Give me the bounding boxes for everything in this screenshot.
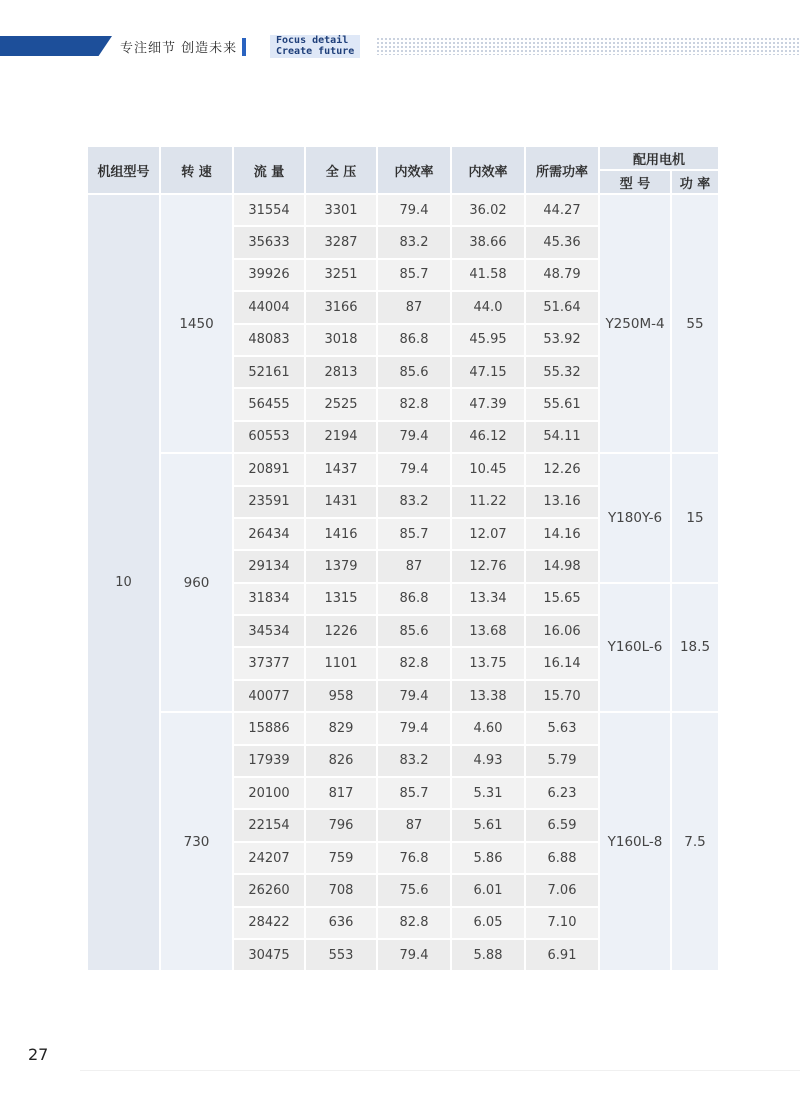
pressure-cell: 759 xyxy=(306,843,376,875)
required-power-cell: 51.64 xyxy=(526,292,598,324)
pressure-cell: 826 xyxy=(306,746,376,778)
efficiency-1-cell: 86.8 xyxy=(378,584,450,616)
efficiency-2-cell: 41.58 xyxy=(452,260,524,292)
required-power-cell: 44.27 xyxy=(526,195,598,227)
header-accent-bar xyxy=(0,36,112,56)
required-power-cell: 5.63 xyxy=(526,713,598,745)
flow-cell: 28422 xyxy=(234,908,304,940)
efficiency-1-cell: 79.4 xyxy=(378,195,450,227)
pressure-cell: 3301 xyxy=(306,195,376,227)
flow-cell: 56455 xyxy=(234,389,304,421)
efficiency-1-cell: 85.7 xyxy=(378,260,450,292)
efficiency-2-cell: 4.60 xyxy=(452,713,524,745)
required-power-cell: 53.92 xyxy=(526,325,598,357)
efficiency-2-cell: 13.68 xyxy=(452,616,524,648)
required-power-cell: 12.26 xyxy=(526,454,598,486)
efficiency-1-cell: 83.2 xyxy=(378,487,450,519)
efficiency-2-cell: 47.39 xyxy=(452,389,524,421)
efficiency-1-cell: 85.6 xyxy=(378,616,450,648)
efficiency-2-cell: 47.15 xyxy=(452,357,524,389)
efficiency-1-cell: 75.6 xyxy=(378,875,450,907)
header-motor-type: 型 号 xyxy=(600,171,670,195)
pressure-cell: 2525 xyxy=(306,389,376,421)
efficiency-1-cell: 86.8 xyxy=(378,325,450,357)
efficiency-2-cell: 44.0 xyxy=(452,292,524,324)
efficiency-2-cell: 5.61 xyxy=(452,810,524,842)
flow-cell: 39926 xyxy=(234,260,304,292)
flow-cell: 26434 xyxy=(234,519,304,551)
page-header xyxy=(0,0,800,60)
efficiency-1-cell: 76.8 xyxy=(378,843,450,875)
spec-table-body xyxy=(88,195,718,972)
required-power-cell: 5.79 xyxy=(526,746,598,778)
flow-cell: 35633 xyxy=(234,227,304,259)
required-power-cell: 14.16 xyxy=(526,519,598,551)
pressure-cell: 829 xyxy=(306,713,376,745)
required-power-cell: 16.14 xyxy=(526,648,598,680)
fan-spec-table xyxy=(86,147,720,972)
motor-type-cell: Y180Y-6 xyxy=(600,454,670,584)
required-power-cell: 6.59 xyxy=(526,810,598,842)
flow-cell: 20891 xyxy=(234,454,304,486)
flow-cell: 29134 xyxy=(234,551,304,583)
pressure-cell: 3018 xyxy=(306,325,376,357)
pressure-cell: 1416 xyxy=(306,519,376,551)
header-pressure: 全 压 xyxy=(306,147,376,195)
header-motor: 配用电机 xyxy=(600,147,718,171)
pressure-cell: 3251 xyxy=(306,260,376,292)
efficiency-2-cell: 13.34 xyxy=(452,584,524,616)
efficiency-1-cell: 85.6 xyxy=(378,357,450,389)
efficiency-2-cell: 45.95 xyxy=(452,325,524,357)
pressure-cell: 1226 xyxy=(306,616,376,648)
table-row xyxy=(88,713,718,745)
required-power-cell: 45.36 xyxy=(526,227,598,259)
flow-cell: 20100 xyxy=(234,778,304,810)
flow-cell: 15886 xyxy=(234,713,304,745)
speed-cell: 1450 xyxy=(161,195,232,454)
efficiency-2-cell: 13.38 xyxy=(452,681,524,713)
pressure-cell: 3287 xyxy=(306,227,376,259)
motor-power-cell: 15 xyxy=(672,454,718,584)
flow-cell: 40077 xyxy=(234,681,304,713)
flow-cell: 60553 xyxy=(234,422,304,454)
flow-cell: 30475 xyxy=(234,940,304,972)
pressure-cell: 1101 xyxy=(306,648,376,680)
flow-cell: 48083 xyxy=(234,325,304,357)
efficiency-1-cell: 83.2 xyxy=(378,227,450,259)
efficiency-1-cell: 79.4 xyxy=(378,940,450,972)
pressure-cell: 1437 xyxy=(306,454,376,486)
header-efficiency-2: 内效率 xyxy=(452,147,524,195)
pressure-cell: 958 xyxy=(306,681,376,713)
required-power-cell: 7.10 xyxy=(526,908,598,940)
pressure-cell: 2194 xyxy=(306,422,376,454)
efficiency-1-cell: 83.2 xyxy=(378,746,450,778)
page-number: 27 xyxy=(28,1045,49,1064)
flow-cell: 37377 xyxy=(234,648,304,680)
required-power-cell: 14.98 xyxy=(526,551,598,583)
efficiency-2-cell: 36.02 xyxy=(452,195,524,227)
required-power-cell: 6.91 xyxy=(526,940,598,972)
flow-cell: 44004 xyxy=(234,292,304,324)
required-power-cell: 6.23 xyxy=(526,778,598,810)
motor-type-cell: Y160L-8 xyxy=(600,713,670,972)
speed-cell: 730 xyxy=(161,713,232,972)
header-flow: 流 量 xyxy=(234,147,304,195)
header-english-tagline xyxy=(270,35,360,58)
efficiency-2-cell: 6.05 xyxy=(452,908,524,940)
motor-power-cell: 55 xyxy=(672,195,718,454)
header-dot-pattern xyxy=(376,37,800,55)
required-power-cell: 55.32 xyxy=(526,357,598,389)
efficiency-1-cell: 87 xyxy=(378,292,450,324)
pressure-cell: 1315 xyxy=(306,584,376,616)
header-efficiency-1: 内效率 xyxy=(378,147,450,195)
flow-cell: 34534 xyxy=(234,616,304,648)
required-power-cell: 7.06 xyxy=(526,875,598,907)
tagline-line-1: Focus detail xyxy=(276,35,349,46)
pressure-cell: 1379 xyxy=(306,551,376,583)
efficiency-2-cell: 5.86 xyxy=(452,843,524,875)
efficiency-1-cell: 85.7 xyxy=(378,778,450,810)
efficiency-2-cell: 4.93 xyxy=(452,746,524,778)
motor-power-cell: 18.5 xyxy=(672,584,718,714)
pressure-cell: 2813 xyxy=(306,357,376,389)
efficiency-2-cell: 6.01 xyxy=(452,875,524,907)
tagline-line-2: Create future xyxy=(276,46,355,57)
pressure-cell: 817 xyxy=(306,778,376,810)
required-power-cell: 15.70 xyxy=(526,681,598,713)
unit-model-cell: 10 xyxy=(88,195,159,972)
efficiency-1-cell: 82.8 xyxy=(378,389,450,421)
header-required-power: 所需功率 xyxy=(526,147,598,195)
motor-power-cell: 7.5 xyxy=(672,713,718,972)
required-power-cell: 16.06 xyxy=(526,616,598,648)
required-power-cell: 48.79 xyxy=(526,260,598,292)
footer-line xyxy=(80,1070,800,1071)
efficiency-2-cell: 11.22 xyxy=(452,487,524,519)
flow-cell: 52161 xyxy=(234,357,304,389)
efficiency-2-cell: 5.88 xyxy=(452,940,524,972)
pressure-cell: 553 xyxy=(306,940,376,972)
required-power-cell: 13.16 xyxy=(526,487,598,519)
efficiency-2-cell: 12.76 xyxy=(452,551,524,583)
flow-cell: 31834 xyxy=(234,584,304,616)
table-row xyxy=(88,454,718,486)
pressure-cell: 636 xyxy=(306,908,376,940)
motor-type-cell: Y160L-6 xyxy=(600,584,670,714)
pressure-cell: 708 xyxy=(306,875,376,907)
required-power-cell: 6.88 xyxy=(526,843,598,875)
header-slogan: 专注细节 创造未来 xyxy=(120,41,238,56)
header-model: 机组型号 xyxy=(88,147,159,195)
required-power-cell: 15.65 xyxy=(526,584,598,616)
header-speed: 转 速 xyxy=(161,147,232,195)
table-row xyxy=(88,195,718,227)
header-motor-power: 功 率 xyxy=(672,171,718,195)
efficiency-1-cell: 82.8 xyxy=(378,908,450,940)
required-power-cell: 54.11 xyxy=(526,422,598,454)
efficiency-1-cell: 79.4 xyxy=(378,454,450,486)
efficiency-2-cell: 12.07 xyxy=(452,519,524,551)
required-power-cell: 55.61 xyxy=(526,389,598,421)
efficiency-2-cell: 13.75 xyxy=(452,648,524,680)
flow-cell: 31554 xyxy=(234,195,304,227)
efficiency-1-cell: 82.8 xyxy=(378,648,450,680)
efficiency-1-cell: 87 xyxy=(378,551,450,583)
efficiency-1-cell: 85.7 xyxy=(378,519,450,551)
efficiency-1-cell: 87 xyxy=(378,810,450,842)
efficiency-2-cell: 5.31 xyxy=(452,778,524,810)
efficiency-1-cell: 79.4 xyxy=(378,681,450,713)
flow-cell: 22154 xyxy=(234,810,304,842)
speed-cell: 960 xyxy=(161,454,232,713)
flow-cell: 23591 xyxy=(234,487,304,519)
efficiency-2-cell: 10.45 xyxy=(452,454,524,486)
pressure-cell: 3166 xyxy=(306,292,376,324)
flow-cell: 17939 xyxy=(234,746,304,778)
pressure-cell: 796 xyxy=(306,810,376,842)
efficiency-1-cell: 79.4 xyxy=(378,422,450,454)
pressure-cell: 1431 xyxy=(306,487,376,519)
motor-type-cell: Y250M-4 xyxy=(600,195,670,454)
flow-cell: 24207 xyxy=(234,843,304,875)
header-separator xyxy=(242,38,246,56)
efficiency-1-cell: 79.4 xyxy=(378,713,450,745)
flow-cell: 26260 xyxy=(234,875,304,907)
efficiency-2-cell: 38.66 xyxy=(452,227,524,259)
efficiency-2-cell: 46.12 xyxy=(452,422,524,454)
